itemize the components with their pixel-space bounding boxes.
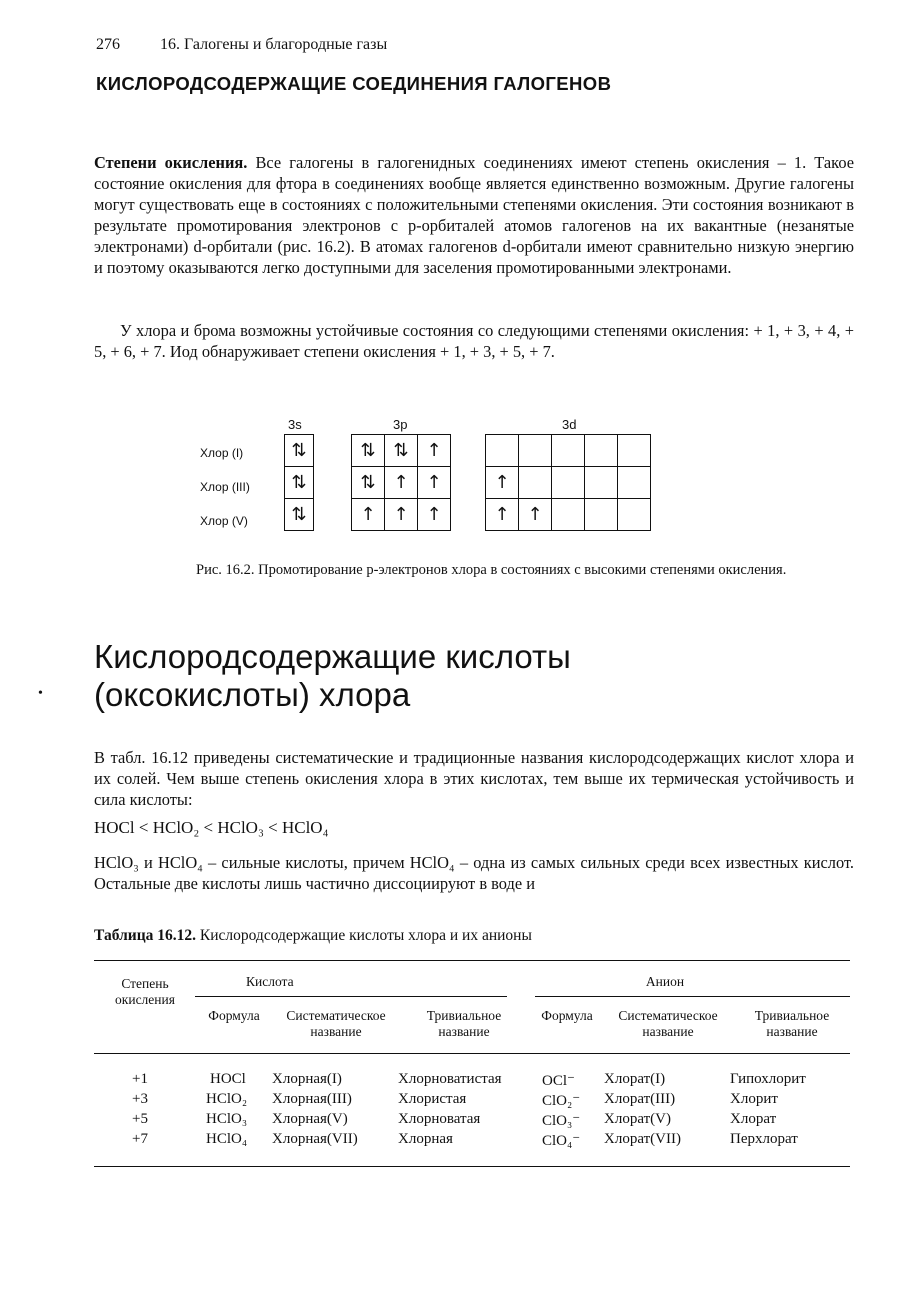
cell-anion-systematic: Хлорат(III): [604, 1091, 676, 1107]
orbital-3d-grid: [485, 434, 651, 531]
chapter-heading: [94, 638, 571, 714]
cell-acid-systematic: Хлорная(I): [272, 1071, 342, 1087]
table-bottom-rule: [94, 1166, 850, 1167]
orbital-header-3p: 3p: [393, 417, 408, 432]
paragraph-text: У хлора и брома возможны устойчивые состояния со следующими степенями окисления: + 1, + 3, + 4, + 5, + 6, + 7. Иод обнаруживает степени окисления + 1, + 3, + 5, + 7.: [94, 321, 854, 361]
col-oxidation-state: Степень окисления: [115, 976, 175, 1007]
orbital-cell: [585, 435, 618, 467]
col-acid-systematic: Систематическое название: [286, 1008, 386, 1039]
cell-acid-formula: HClO₂: [206, 1091, 248, 1107]
acidity-series: HOCl < HClO₂ < HClO₃ < HClO₄: [94, 818, 329, 837]
orbital-cell: [519, 435, 552, 467]
cell-acid-trivial: Хлористая: [398, 1091, 467, 1107]
paragraph-chlorine-bromine: [94, 320, 854, 362]
cell-anion-formula: ClO₄⁻: [542, 1133, 581, 1149]
heading-line: (оксокислоты) хлора: [94, 676, 411, 713]
orbital-row-label: Хлор (I): [200, 446, 244, 460]
cell-oxidation: +7: [132, 1131, 148, 1147]
heading-line: Кислородсодержащие кислоты: [94, 638, 571, 675]
cell-acid-systematic: Хлорная(V): [272, 1111, 348, 1127]
anion-group-rule: [535, 996, 850, 997]
table-row: [94, 1111, 854, 1131]
table-top-rule: [94, 960, 850, 961]
figure-caption: Рис. 16.2. Промотирование p-электронов хлора в состояниях с высокими степенями окисления.: [196, 562, 787, 578]
orbital-cell: [618, 435, 651, 467]
orbital-cell: [519, 467, 552, 499]
orbital-cell: ⇅: [285, 467, 314, 499]
paragraph-strong-acids: [94, 852, 854, 894]
orbital-header-3s: 3s: [288, 417, 302, 432]
cell-oxidation: +3: [132, 1091, 148, 1107]
cell-oxidation: +1: [132, 1071, 148, 1087]
orbital-cell: ↑: [385, 467, 418, 499]
orbital-cell: ⇅: [285, 499, 314, 531]
col-anion-systematic: Систематическое название: [618, 1008, 718, 1039]
orbital-cell: ⇅: [352, 435, 385, 467]
col-anion-trivial: Тривиальное название: [754, 1008, 830, 1039]
paragraph-text: Все галогены в галогенидных соединениях имеют степень окисления – 1. Такое состояние окисления для фтора в соединениях вообще является единственно возможным. Другие галогены могут существовать еще в состояниях с положительными степенями окисления. Эти состояния возникают в результате промотирования электронов с p-орбиталей атомов галогенов на их вакантные (незанятые электронами) d-орбитали (рис. 16.2). В атомах галогенов d-орбитали имеют сравнительно низкую энергию и поэтому оказываются легко доступными для заселения промотированными электронами.: [94, 153, 854, 277]
orbital-cell: [486, 435, 519, 467]
orbital-cell: ↑: [418, 435, 451, 467]
orbital-cell: [552, 499, 585, 531]
orbital-cell: ↑: [385, 499, 418, 531]
acid-group-rule: [195, 996, 507, 997]
cell-anion-trivial: Хлорат: [730, 1111, 777, 1127]
orbital-cell: ⇅: [385, 435, 418, 467]
orbital-cell: ↑: [418, 499, 451, 531]
running-header: [96, 36, 387, 54]
orbital-cell: [552, 435, 585, 467]
orbital-cell: ↑: [486, 499, 519, 531]
table-caption-lead: Таблица 16.12.: [94, 927, 196, 944]
section-title: КИСЛОРОДСОДЕРЖАЩИЕ СОЕДИНЕНИЯ ГАЛОГЕНОВ: [96, 73, 612, 94]
orbital-cell: ↑: [418, 467, 451, 499]
paragraph-oxidation-states: [94, 152, 854, 278]
cell-anion-trivial: Хлорит: [730, 1091, 778, 1107]
orbital-cell: [618, 467, 651, 499]
cell-acid-formula: HOCl: [210, 1071, 246, 1087]
cell-acid-systematic: Хлорная(III): [272, 1091, 352, 1107]
page-number: 276: [96, 36, 120, 53]
table-row: [94, 1131, 854, 1151]
col-acid-trivial: Тривиальное название: [426, 1008, 502, 1039]
paragraph-table-intro: [94, 747, 854, 810]
table-header-rule: [94, 1053, 850, 1054]
cell-anion-trivial: Гипохлорит: [730, 1071, 806, 1087]
cell-acid-formula: HClO₄: [206, 1131, 248, 1147]
orbital-header-3d: 3d: [562, 417, 577, 432]
group-header-acid: Кислота: [246, 974, 294, 989]
orbital-cell: [585, 499, 618, 531]
paragraph-lead: Степени окисления.: [94, 153, 248, 172]
col-acid-formula: Формула: [208, 1008, 260, 1023]
cell-acid-systematic: Хлорная(VII): [272, 1131, 358, 1147]
cell-anion-trivial: Перхлорат: [730, 1131, 798, 1147]
orbital-cell: ⇅: [285, 435, 314, 467]
table-row: [94, 1071, 854, 1091]
orbital-3p-grid: [351, 434, 451, 531]
table-row: [94, 1091, 854, 1111]
orbital-cell: ⇅: [352, 467, 385, 499]
group-header-anion: Анион: [645, 974, 685, 989]
paragraph-text: HClO₃ и HClO₄ – сильные кислоты, причем HClO₄ – одна из самых сильных среди всех известных кислот. Остальные две кислоты лишь частично диссоциируют в воде и: [94, 853, 854, 893]
table-caption-text: Кислородсодержащие кислоты хлора и их анионы: [196, 927, 532, 944]
orbital-cell: ↑: [486, 467, 519, 499]
orbital-cell: [618, 499, 651, 531]
orbital-cell: ↑: [519, 499, 552, 531]
margin-mark: •: [38, 686, 43, 701]
orbital-cell: [552, 467, 585, 499]
cell-acid-trivial: Хлорноватая: [398, 1111, 481, 1127]
paragraph-text: В табл. 16.12 приведены систематические и традиционные названия кислородсодержащих кислот хлора и их солей. Чем выше степень окисления хлора в этих кислотах, тем выше их термическая устойчивость и сила кислоты:: [94, 748, 854, 809]
cell-anion-formula: OCl⁻: [542, 1073, 575, 1089]
orbital-row-label: Хлор (V): [200, 514, 248, 528]
cell-anion-systematic: Хлорат(V): [604, 1111, 671, 1127]
table-caption: [94, 927, 532, 945]
cell-acid-trivial: Хлорноватистая: [398, 1071, 502, 1087]
cell-oxidation: +5: [132, 1111, 148, 1127]
cell-anion-systematic: Хлорат(I): [604, 1071, 666, 1087]
orbital-cell: [585, 467, 618, 499]
running-title: 16. Галогены и благородные газы: [160, 36, 388, 53]
orbital-cell: ↑: [352, 499, 385, 531]
cell-anion-formula: ClO₂⁻: [542, 1093, 581, 1109]
orbital-row-label: Хлор (III): [200, 480, 250, 494]
orbital-3s-grid: [284, 434, 314, 531]
cell-anion-systematic: Хлорат(VII): [604, 1131, 681, 1147]
col-anion-formula: Формула: [541, 1008, 593, 1023]
cell-anion-formula: ClO₃⁻: [542, 1113, 581, 1129]
cell-acid-formula: HClO₃: [206, 1111, 248, 1127]
cell-acid-trivial: Хлорная: [398, 1131, 453, 1147]
